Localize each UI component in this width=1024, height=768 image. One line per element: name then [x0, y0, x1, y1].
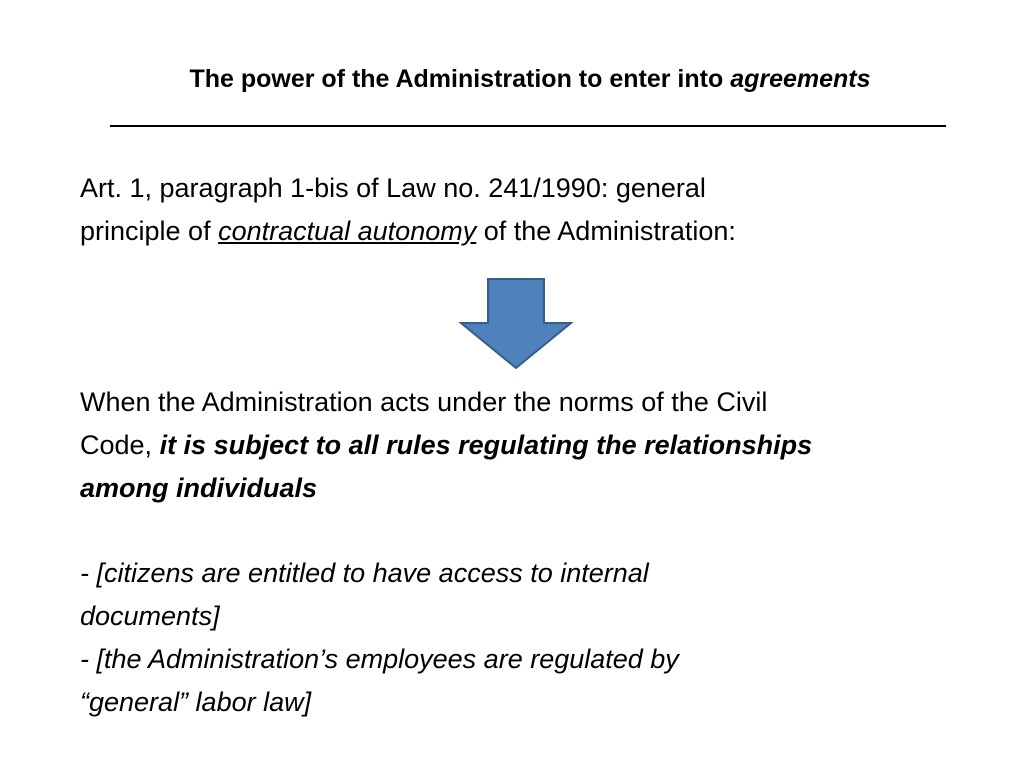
paragraph2-emphasis-line3: among individuals — [80, 473, 318, 503]
down-arrow-icon — [458, 277, 574, 371]
paragraph1-line2 — [80, 210, 960, 253]
bullet-item-2-line2: “general” labor law] — [80, 687, 312, 717]
bullet-list — [80, 552, 960, 724]
paragraph-civil-code — [80, 381, 960, 510]
paragraph1-line1: Art. 1, paragraph 1-bis of Law no. 241/1990: general — [80, 173, 706, 203]
paragraph1-line2-suffix: of the Administration: — [476, 216, 736, 246]
title-underline-rule — [110, 125, 946, 127]
contractual-autonomy-emphasis: contractual autonomy — [218, 216, 477, 246]
paragraph2-line2 — [80, 424, 960, 467]
bullet-item-1-line1: - [citizens are entitled to have access to internal — [80, 558, 649, 588]
down-arrow-shape — [461, 279, 571, 368]
bullet-item-2-line1: - [the Administration’s employees are regulated by — [80, 644, 679, 674]
paragraph2-line1: When the Administration acts under the norms of the Civil — [80, 387, 768, 417]
paragraph2-emphasis-line2: it is subject to all rules regulating the relationships — [159, 430, 813, 460]
title-emphasis: agreements — [730, 65, 871, 93]
title-prefix: The power of the Administration to enter into — [189, 65, 731, 93]
paragraph1-line2-prefix: principle of — [80, 216, 219, 246]
bullet-item-1-line2: documents] — [80, 601, 220, 631]
paragraph2-line2-prefix: Code, — [80, 430, 160, 460]
slide-title — [100, 62, 960, 96]
paragraph-contractual-autonomy — [80, 167, 960, 253]
